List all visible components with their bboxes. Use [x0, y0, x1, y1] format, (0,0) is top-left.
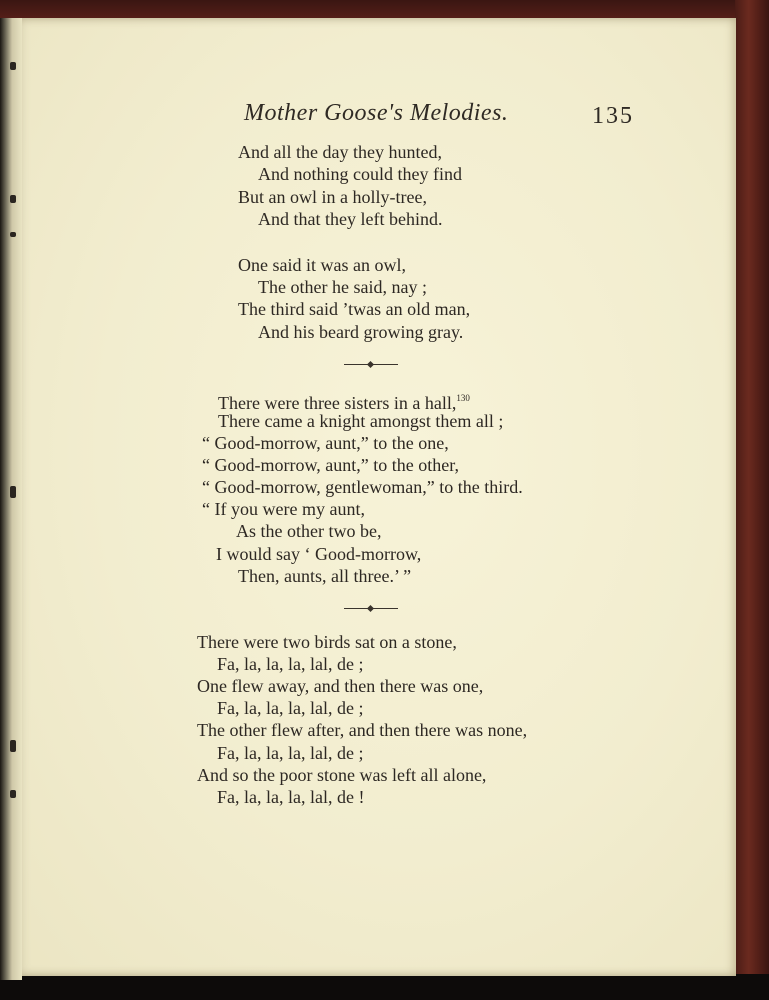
verse-line: The other he said, nay ; — [258, 277, 427, 297]
verse-line: “ Good-morrow, gentlewoman,” to the third. — [202, 477, 523, 497]
verse-line: As the other two be, — [236, 521, 382, 541]
verse-line: The third said ’twas an old man, — [238, 299, 471, 319]
verse-line: But an owl in a holly-tree, — [238, 187, 427, 207]
verse-line: Fa, la, la, la, lal, de ; — [217, 743, 364, 763]
section-divider — [344, 364, 398, 365]
verse-line: There were two birds sat on a stone, — [197, 632, 457, 652]
verse-line: And nothing could they find — [258, 164, 462, 184]
verse-line: The other flew after, and then there was none, — [197, 720, 528, 740]
verse-line: “ If you were my aunt, — [202, 499, 365, 519]
verse-line: There came a knight amongst them all ; — [218, 411, 504, 431]
section-divider — [344, 608, 398, 609]
verse-line: Fa, la, la, la, lal, de ; — [217, 654, 364, 674]
verse-line: “ Good-morrow, aunt,” to the one, — [202, 433, 449, 453]
page-number: 135 — [592, 103, 634, 129]
verse-line: “ Good-morrow, aunt,” to the other, — [202, 455, 460, 475]
verse-line: One flew away, and then there was one, — [197, 676, 484, 696]
footnote-reference: 130 — [456, 393, 470, 403]
page-gutter — [0, 18, 22, 980]
running-title: Mother Goose's Melodies. — [244, 100, 509, 126]
verse-line: And that they left behind. — [258, 209, 443, 229]
verse-line: I would say ‘ Good-morrow, — [216, 544, 422, 564]
verse-line: Fa, la, la, la, lal, de ! — [217, 787, 365, 807]
verse-line: There were three sisters in a hall,$^{130}$ — [218, 393, 470, 413]
book-cover-right-edge — [735, 0, 769, 1000]
verse-line: One said it was an owl, — [238, 255, 406, 275]
verse-line: And his beard growing gray. — [258, 322, 464, 342]
verse-line: And all the day they hunted, — [238, 142, 442, 162]
verse-line: Then, aunts, all three.’ ” — [238, 566, 412, 586]
book-cover-bottom-edge — [0, 974, 769, 1000]
verse-line: And so the poor stone was left all alone, — [197, 765, 487, 785]
verse-line: Fa, la, la, la, lal, de ; — [217, 698, 364, 718]
